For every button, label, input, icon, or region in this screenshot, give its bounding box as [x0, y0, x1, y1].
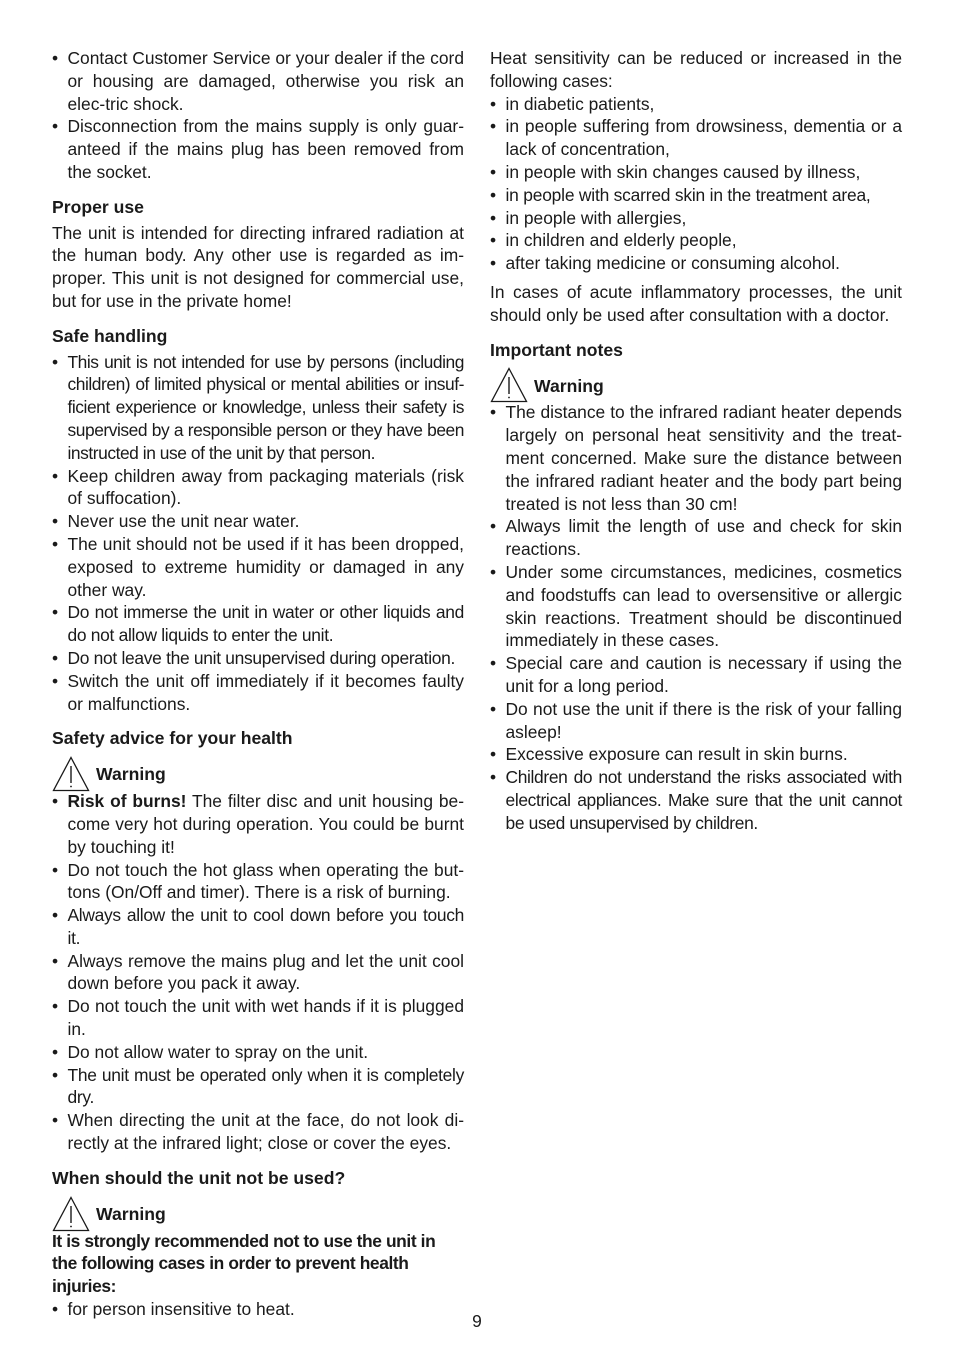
warning-label: [52, 752, 464, 792]
warning-icon: [52, 1196, 90, 1232]
safe-handling-heading: Safe handling: [52, 325, 168, 346]
warning-text: Warning: [96, 764, 166, 785]
left-column: [52, 47, 464, 1321]
heat-sensitivity-list: [490, 93, 902, 275]
list-item: • The distance to the infrared radiant heater depends largely on personal heat sensitivity and the treat-ment concerned. Make sure the distance between the infrared radiant heater and the body part being treated is not less than 30 cm!: [490, 401, 902, 515]
proper-use-heading: Proper use: [52, 196, 144, 217]
list-item: • Do not touch the unit with wet hands if it is plugged in.: [52, 995, 464, 1041]
not-used-bold-text: It is strongly recommended not to use the unit in the following cases in order to prevent health injuries:: [52, 1230, 436, 1297]
heat-sensitivity-intro: Heat sensitivity can be reduced or increased in the following cases:: [490, 48, 902, 91]
list-item: • Always allow the unit to cool down before you touch it.: [52, 904, 464, 950]
list-item: • Do not immerse the unit in water or other liquids and do not allow liquids to enter the unit.: [52, 601, 464, 647]
risk-of-burns-label: Risk of burns!: [67, 791, 187, 812]
list-item: • Switch the unit off immediately if it becomes faulty or malfunctions.: [52, 670, 464, 716]
list-item: • Disconnection from the mains supply is only guar-anteed if the mains plug has been removed from the socket.: [52, 115, 464, 183]
list-item: • When directing the unit at the face, do not look di-rectly at the infrared light; close or cover the eyes.: [52, 1109, 464, 1155]
proper-use-text: The unit is intended for directing infrared radiation at the human body. Any other use is regarded as im-proper. This unit is not designed for commercial use, but for use in the private home!: [52, 222, 464, 311]
risk-of-burns-text: The filter disc and unit housing be-come very hot during operation. You could be burnt by touching it!: [67, 791, 464, 857]
warning-icon: [490, 367, 528, 403]
list-item: • Always remove the mains plug and let the unit cool down before you pack it away.: [52, 950, 464, 996]
important-notes-list: [490, 401, 902, 834]
not-used-heading: When should the unit not be used?: [52, 1167, 346, 1188]
warning-text: Warning: [534, 375, 604, 396]
list-item: • after taking medicine or consuming alcohol.: [490, 252, 902, 275]
list-item: • Never use the unit near water.: [52, 510, 464, 533]
list-item: [52, 790, 464, 858]
list-item: • Keep children away from packaging materials (risk of suffocation).: [52, 465, 464, 511]
safe-handling-list: [52, 351, 464, 716]
important-notes-heading: Important notes: [490, 339, 623, 360]
warning-label: [52, 1192, 464, 1232]
list-item: • Excessive exposure can result in skin burns.: [490, 743, 902, 766]
intro-list: [52, 47, 464, 184]
page-number: 9: [472, 1311, 482, 1331]
list-item: • The unit must be operated only when it is completely dry.: [52, 1064, 464, 1110]
list-item: • in children and elderly people,: [490, 229, 902, 252]
list-item: • Do not leave the unit unsupervised during operation.: [52, 647, 464, 670]
list-item: • for person insensitive to heat.: [52, 1298, 464, 1321]
list-item: • in diabetic patients,: [490, 93, 902, 116]
list-item: • Do not use the unit if there is the risk of your falling asleep!: [490, 698, 902, 744]
list-item: • Under some circumstances, medicines, cosmetics and foodstuffs can lead to oversensitive or allergic skin reactions. Treatment should be discontinued immediately in these cases.: [490, 561, 902, 652]
list-item: • in people with scarred skin in the treatment area,: [490, 184, 902, 207]
list-item: • Always limit the length of use and check for skin reactions.: [490, 515, 902, 561]
health-list: [52, 790, 464, 1155]
list-item: • in people with allergies,: [490, 207, 902, 230]
list-item: • Special care and caution is necessary if using the unit for a long period.: [490, 652, 902, 698]
list-item: • Do not allow water to spray on the unit.: [52, 1041, 464, 1064]
warning-label: [490, 363, 902, 403]
right-column: [490, 47, 902, 835]
warning-text: Warning: [96, 1203, 166, 1224]
health-heading: Safety advice for your health: [52, 728, 293, 749]
list-item: • in people suffering from drowsiness, dementia or a lack of concentration,: [490, 115, 902, 161]
warning-icon: [52, 756, 90, 792]
list-item: • Do not touch the hot glass when operating the but-tons (On/Off and timer). There is a risk of burning.: [52, 859, 464, 905]
list-item: • This unit is not intended for use by persons (including children) of limited physical or mental abilities or insuf-ficient experience or knowledge, unless their safety is supervised by a responsible person or they have been instructed in use of the unit by that person.: [52, 351, 464, 465]
acute-text: In cases of acute inflammatory processes, the unit should only be used after consultation with a doctor.: [490, 281, 902, 325]
list-item: • Contact Customer Service or your dealer if the cord or housing are damaged, otherwise you risk an elec-tric shock.: [52, 47, 464, 115]
list-item: • The unit should not be used if it has been dropped, exposed to extreme humidity or damaged in any other way.: [52, 533, 464, 601]
list-item: • in people with skin changes caused by illness,: [490, 161, 902, 184]
list-item: • Children do not understand the risks associated with electrical appliances. Make sure that the unit cannot be used unsupervised by children.: [490, 766, 902, 834]
